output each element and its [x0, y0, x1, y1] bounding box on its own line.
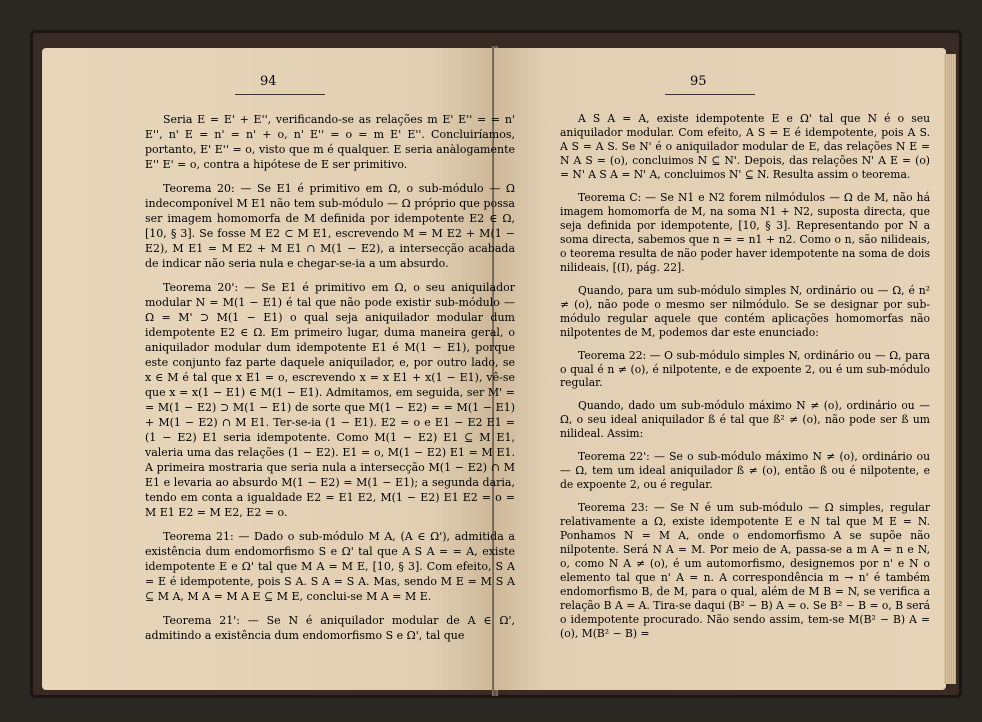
header-rule-left — [235, 94, 325, 95]
paragraph: A S A = A, existe idempotente E e Ω' tal que N é o seu aniquilador modular. Com efeito, A S = E é idempotente, pois A S. A S = A S. Se N' é o aniquilador modular de E, das relações N E = N A S = (o), concluimos N ⊆ N'. Depois, das relações N' A E = (o) = N' A S A = N' A, concluimos N' ⊆ N. Resulta assim o teorema. — [560, 112, 930, 181]
left-page-text — [145, 112, 515, 652]
right-page-text — [560, 112, 930, 650]
theorem-22: Teorema 22: — O sub-módulo simples N, ordinário ou — Ω, para o qual é n ≠ (o), é nilpotente, e de expoente 2, ou é um sub-módulo regular. — [560, 348, 930, 390]
theorem-23: Teorema 23: — Se N é um sub-módulo — Ω simples, regular relativamente a Ω, existe idempotente E e N tal que M E = N. Ponhamos N = M A, onde o endomorfismo A se supõe não nilpotente. Será N A = M. Por meio de A, passa-se a m A = n e N, o, como N A ≠ (o), é um automorfismo, designemos por n' e N o elemento tal que n' A = n. A correspondência m → n' é também endomorfismo B, de M, para o qual, além de M B = N, se verifica a relação B A = A. Tira-se daqui (B² − B) A = o. Se B² − B = o, B será o idempotente procurado. Não sendo assim, tem-se M(B² − B) A = (o), M(B² − B) = — [560, 501, 930, 640]
paragraph: Quando, dado um sub-módulo máximo N ≠ (o), ordinário ou — Ω, o seu ideal aniquilador ß é tal que ß² ≠ (o), não pode ser ß um nilideal. Assim: — [560, 399, 930, 441]
theorem-22-prime: Teorema 22': — Se o sub-módulo máximo N ≠ (o), ordinário ou — Ω, tem um ideal aniquilador ß ≠ (o), então ß ou é nilpotente, e de expoente 2, ou é regular. — [560, 450, 930, 492]
theorem-c: Teorema C: — Se N1 e N2 forem nilmódulos — Ω de M, não há imagem homomorfa de M, na soma N1 + N2, suposta directa, que seja definida por idempotente, [10, § 3]. Representando por N a soma directa, sabemos que n = = n1 + n2. Como o n, são nilideais, o teorema resulta de não poder haver idempotente na soma de dois nilideais, [(I), pág. 22]. — [560, 190, 930, 274]
header-rule-right — [665, 94, 755, 95]
page-number-left: 94 — [260, 74, 277, 89]
page-edges — [944, 54, 956, 684]
theorem-20-prime: Teorema 20': — Se E1 é primitivo em Ω, o seu aniquilador modular N = M(1 − E1) é tal que não pode existir sub-módulo — Ω = M' ⊃ M(1 − E1) o qual seja aniquilador modular dum idempotente E2 ∈ Ω. Em primeiro lugar, duma maneira geral, o aniquilador modular dum idempotente E1 é M(1 − E1), porque este conjunto faz parte daquele aniquilador, e, por outro lado, se x ∈ M é tal que x E1 = o, escrevendo x = x E1 + x(1 − E1), vê-se que x = x(1 − E1) ∈ M(1 − E1). Admitamos, em seguida, ser M' = = M(1 − E2) ⊃ M(1 − E1) de sorte que M(1 − E2) = = M(1 − E1) + M(1 − E2) ∩ M E1. Ter-se-ia (1 − E1). E2 = o e E1 − E2 E1 = (1 − E2) E1 seria idempotente. Como M(1 − E2) E1 ⊆ M E1, valeria uma das relações (1 − E2). E1 = o, M(1 − E2) E1 = M E1. A primeira mostraria que seria nula a intersecção M(1 − E2) ∩ M E1 e levaria ao absurdo M(1 − E2) = M(1 − E1); a segunda daria, tendo em conta a igualdade E2 = E1 E2, M(1 − E2) E1 E2 = o = M E1 E2 = M E2, E2 = o. — [145, 281, 515, 519]
page-number-right: 95 — [690, 74, 707, 89]
theorem-20: Teorema 20: — Se E1 é primitivo em Ω, o sub-módulo — Ω indecomponível M E1 não tem sub-módulo — Ω próprio que possa ser imagem homomorfa de M definida por idempotente E2 ∈ Ω, [10, § 3]. Se fosse M E2 ⊂ M E1, escrevendo M = M E2 + M(1 − E2), M E1 = M E2 + M E1 ∩ M(1 − E2), a intersecção acabada de indicar não seria nula e chegar-se-ia a um absurdo. — [145, 182, 515, 270]
theorem-21-prime: Teorema 21': — Se N é aniquilador modular de A ∈ Ω', admitindo a existência dum endomorfismo S e Ω', tal que — [145, 614, 515, 642]
theorem-21: Teorema 21: — Dado o sub-módulo M A, (A ∈ Ω'), admitida a existência dum endomorfismo S e Ω' tal que A S A = = A, existe idempotente E e Ω' tal que M A = M E, [10, § 3]. Com efeito, S A = E é idempotente, pois S A. S A = S A. Mas, sendo M E = M S A ⊆ M A, M A = M A E ⊆ M E, conclui-se M A = M E. — [145, 530, 515, 603]
paragraph: Quando, para um sub-módulo simples N, ordinário ou — Ω, é n² ≠ (o), não pode o mesmo ser nilmódulo. Se se designar por sub-módulo regular aquele que contém aplicações homomorfas não nilpotentes de M, podemos dar este enunciado: — [560, 283, 930, 339]
paragraph: Seria E = E' + E'', verificando-se as relações m E' E'' = = n' E'', n' E = n' = n' + o, n' E'' = o = m E' E''. Concluiríamos, portanto, E' E'' = o, visto que m é qualquer. E seria anàlogamente E'' E' = o, contra a hipótese de E ser primitivo. — [145, 113, 515, 171]
